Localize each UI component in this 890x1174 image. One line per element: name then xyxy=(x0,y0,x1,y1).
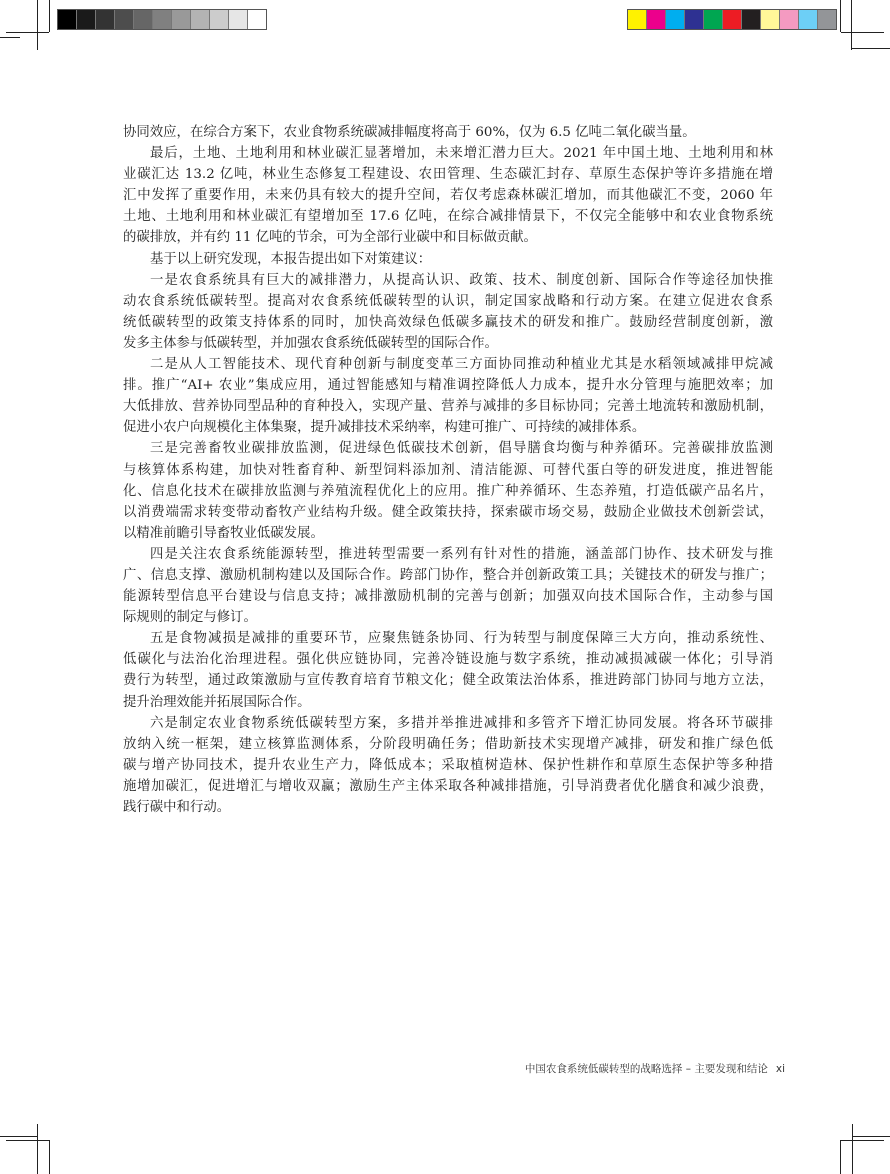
text-line: 二是从人工智能技术、现代育种创新与制度变革三方面协同推动种植业尤其是水稻领域减排甲烷减 xyxy=(150,357,773,373)
color-swatch xyxy=(818,10,836,29)
text-line: 四是关注农食系统能源转型，推进转型需要一系列有针对性的措施，涵盖部门协作、技术研发与推 xyxy=(150,546,773,562)
color-swatch xyxy=(628,10,647,29)
text-line: 排。推广“AI+ 农业”集成应用，通过智能感知与精准调控降低人力成本，提升水分管理与施肥效率；加 xyxy=(123,378,773,394)
paragraph xyxy=(123,122,773,143)
paragraph xyxy=(123,438,773,543)
color-swatch xyxy=(229,10,248,29)
text-line: 统低碳转型的政策支持体系的同时，加快高效绿色低碳多赢技术的研发和推广。鼓励经营制度创新，激 xyxy=(123,314,773,330)
body-text xyxy=(123,122,773,818)
crop-mark xyxy=(49,0,50,32)
color-swatch xyxy=(761,10,780,29)
color-swatch xyxy=(77,10,96,29)
crop-mark xyxy=(852,1124,853,1174)
crop-mark xyxy=(37,0,38,50)
paragraph xyxy=(123,270,773,354)
page-number: xi xyxy=(775,1063,785,1075)
running-title: 中国农食系统低碳转型的战略选择 – 主要发现和结论 xyxy=(524,1063,768,1075)
paragraph xyxy=(123,544,773,628)
crop-mark xyxy=(840,0,841,32)
text-line: 低碳化与法治化治理进程。强化供应链协同，完善冷链设施与数字系统，推动减损减碳一体化；引导消 xyxy=(123,652,773,668)
text-line: 汇中发挥了重要作用，未来仍具有较大的提升空间，若仅考虑森林碳汇增加，而其他碳汇不变，2060 年 xyxy=(123,188,773,204)
color-swatch xyxy=(723,10,742,29)
crop-mark xyxy=(49,1140,50,1174)
text-line: 化、信息化技术在碳排放监测与养殖流程优化上的应用。推广种养循环、生态养殖，打造低碳产品名片， xyxy=(123,483,773,499)
text-line: 五是食物减损是减排的重要环节，应聚焦链条协同、行为转型与制度保障三大方向，推动系统性、 xyxy=(150,631,773,647)
text-line: 以消费端需求转变带动畜牧产业结构升级。健全政策扶持，探索碳市场交易，鼓励企业做技术创新尝试， xyxy=(123,504,773,520)
crop-mark xyxy=(6,1140,49,1141)
paragraph xyxy=(123,143,773,248)
text-line: 以精准前瞻引导畜牧业低碳发展。 xyxy=(123,525,324,541)
text-line: 促进小农户向规模化主体集聚，提升减排技术采纳率，构建可推广、可持续的减排体系。 xyxy=(123,420,646,436)
paragraph xyxy=(123,354,773,438)
page-footer xyxy=(525,1061,785,1076)
text-line: 动农食系统低碳转型。提高对农食系统低碳转型的认识，制定国家战略和行动方案。在建立促进农食系 xyxy=(123,293,773,309)
text-line: 的碳排放，并有约 11 亿吨的节余，可为全部行业碳中和目标做贡献。 xyxy=(123,230,537,246)
text-line: 大低排放、营养协同型品种的育种投入，实现产量、营养与减排的多目标协同；完善土地流转和激励机制， xyxy=(123,399,773,415)
color-swatch xyxy=(780,10,799,29)
text-line: 施增加碳汇，促进增汇与增收双赢；激励生产主体采取各种减排措施，引导消费者优化膳食和减少浪费， xyxy=(123,778,773,794)
text-line: 基于以上研究发现，本报告提出如下对策建议： xyxy=(150,251,432,267)
crop-mark xyxy=(852,48,890,49)
crop-mark xyxy=(841,1140,884,1141)
color-swatch xyxy=(115,10,134,29)
color-swatch xyxy=(96,10,115,29)
text-line: 际规则的制定与修订。 xyxy=(123,610,257,626)
text-line: 协同效应，在综合方案下，农业食物系统碳减排幅度将高于 60%，仅为 6.5 亿吨二氧化碳当量。 xyxy=(123,125,696,140)
color-swatch xyxy=(742,10,761,29)
color-swatch xyxy=(134,10,153,29)
text-line: 一是农食系统具有巨大的减排潜力，从提高认识、政策、技术、制度创新、国际合作等途径加快推 xyxy=(150,272,773,288)
color-swatch xyxy=(248,10,266,29)
text-line: 三是完善畜牧业碳排放监测，促进绿色低碳技术创新，倡导膳食均衡与种养循环。完善碳排放监测 xyxy=(150,441,773,457)
color-swatch xyxy=(172,10,191,29)
crop-mark xyxy=(37,1124,38,1174)
text-line: 提升治理效能并拓展国际合作。 xyxy=(123,694,311,710)
crop-mark xyxy=(0,37,20,38)
text-line: 发多主体参与低碳转型，并加强农食系统低碳转型的国际合作。 xyxy=(123,335,498,351)
grayscale-calibration-bar xyxy=(57,9,267,30)
color-swatch xyxy=(647,10,666,29)
color-swatch xyxy=(704,10,723,29)
crop-mark xyxy=(851,0,852,50)
color-swatch xyxy=(799,10,818,29)
color-swatch xyxy=(666,10,685,29)
crop-mark xyxy=(852,1136,890,1137)
color-swatch xyxy=(153,10,172,29)
crop-mark xyxy=(841,32,884,33)
color-swatch xyxy=(685,10,704,29)
color-swatch xyxy=(191,10,210,29)
color-calibration-bar xyxy=(627,9,837,30)
text-line: 能源转型信息平台建设与信息支持；减排激励机制的完善与创新；加强双向技术国际合作，主动参与国 xyxy=(123,589,773,605)
text-line: 广、信息支撑、激励机制构建以及国际合作。跨部门协作，整合并创新政策工具；关键技术的研发与推广； xyxy=(123,567,773,583)
text-line: 践行碳中和行动。 xyxy=(123,800,231,815)
text-line: 费行为转型，通过政策激励与宣传教育培育节粮文化；健全政策法治体系，推进跨部门协同与地方立法， xyxy=(123,673,773,689)
text-line: 六是制定农业食物系统低碳转型方案，多措并举推进减排和多管齐下增汇协同发展。将各环节碳排 xyxy=(150,715,773,731)
color-swatch xyxy=(210,10,229,29)
paragraph xyxy=(123,249,773,270)
crop-mark xyxy=(6,32,49,33)
text-line: 土地、土地利用和林业碳汇有望增加至 17.6 亿吨，在综合减排情景下，不仅完全能够中和农业食物系统 xyxy=(123,209,773,225)
text-line: 与核算体系构建，加快对牲畜育种、新型饲料添加剂、清洁能源、可替代蛋白等的研发进度，推进智能 xyxy=(123,462,773,478)
text-line: 业碳汇达 13.2 亿吨，林业生态修复工程建设、农田管理、生态碳汇封存、草原生态保护等许多措施在增 xyxy=(123,167,773,183)
paragraph xyxy=(123,713,773,818)
text-line: 最后，土地、土地利用和林业碳汇显著增加，未来增汇潜力巨大。2021 年中国土地、土地利用和林 xyxy=(150,146,773,162)
text-line: 碳与增产协同技术，提升农业生产力，降低成本；采取植树造林、保护性耕作和草原生态保护等多种措 xyxy=(123,757,773,773)
paragraph xyxy=(123,628,773,712)
crop-mark xyxy=(840,1140,841,1174)
text-line: 放纳入统一框架，建立核算监测体系，分阶段明确任务；借助新技术实现增产减排，研发和推广绿色低 xyxy=(123,736,773,752)
color-swatch xyxy=(58,10,77,29)
crop-mark xyxy=(0,1136,38,1137)
